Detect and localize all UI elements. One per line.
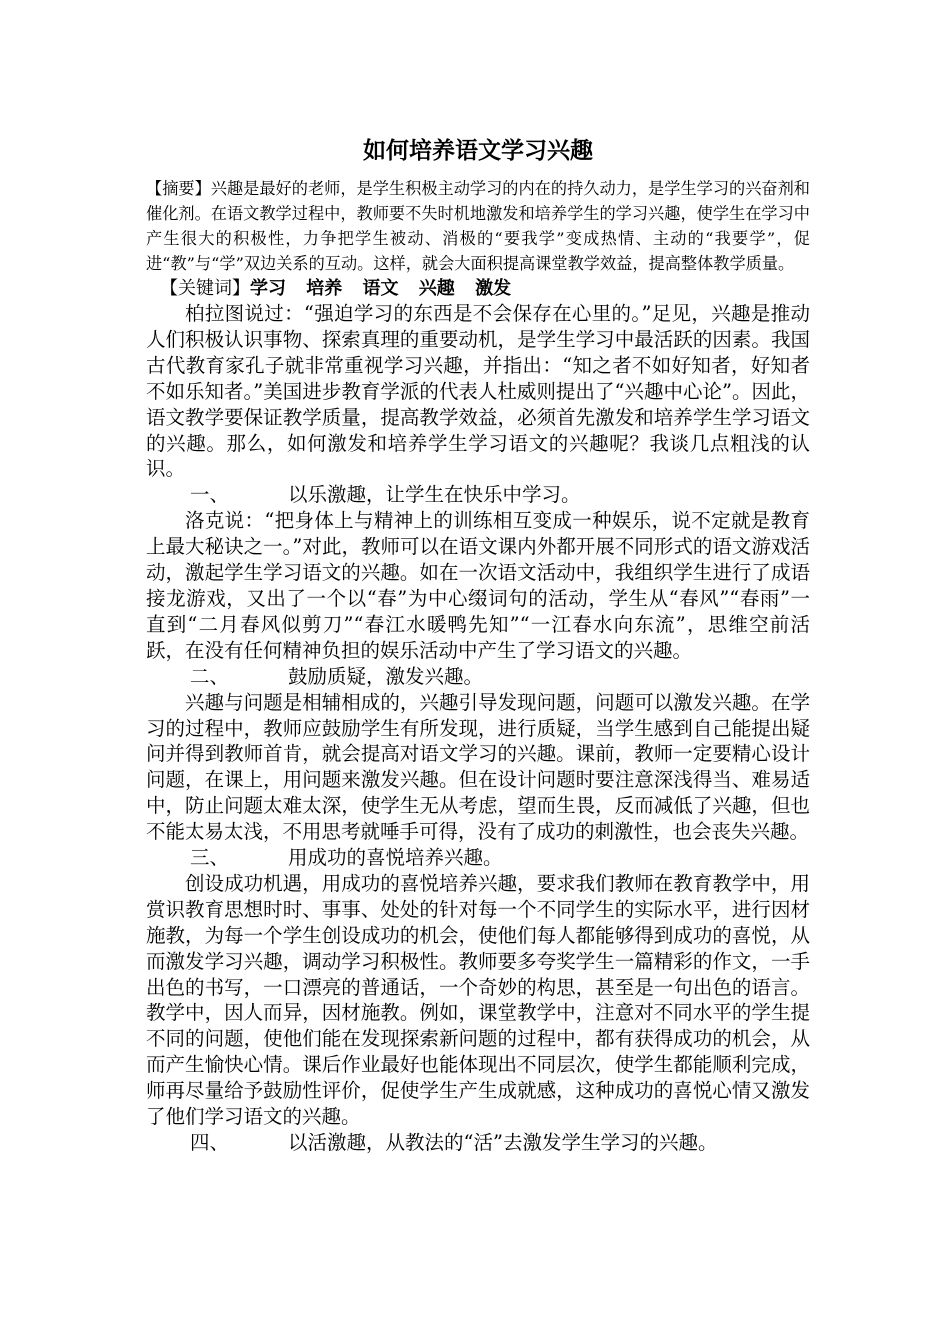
- section-heading-text: 鼓励质疑，激发兴趣。: [288, 664, 484, 688]
- section-heading-1: [146, 482, 810, 508]
- intro-paragraph: 柏拉图说过：“强迫学习的东西是不会保存在心里的。”足见，兴趣是推动人们积极认识事物、探索真理的重要动机，是学生学习中最活跃的因素。我国古代教育家孔子就非常重视学习兴趣，并指出：“知之者不如好知者，好知者不如乐知者。”美国进步教育学派的代表人杜威则提出了“兴趣中心论”。因此，语文教学要保证教学质量，提高教学效益，必须首先激发和培养学生学习语文的兴趣。那么，如何激发和培养学生学习语文的兴趣呢？我谈几点粗浅的认识。: [146, 302, 810, 481]
- section-heading-text: 以活激趣，从教法的“活”去激发学生学习的兴趣。: [288, 1131, 718, 1154]
- section-body-2: 兴趣与问题是相辅相成的，兴趣引导发现问题，问题可以激发兴趣。在学习的过程中，教师应鼓励学生有所发现，进行质疑，当学生感到自己能提出疑问并得到教师首肯，就会提高对语文学习的兴趣。课前，教师一定要精心设计问题，在课上，用问题来激发兴趣。但在设计问题时要注意深浅得当、难易适中，防止问题太难太深，使学生无从考虑，望而生畏，反而减低了兴趣，但也不能太易太浅，不用思考就唾手可得，没有了成功的刺激性，也会丧失兴趣。: [146, 690, 810, 844]
- document-content: [146, 136, 810, 1156]
- section-heading-2: [146, 664, 810, 690]
- keywords-line: [146, 276, 810, 301]
- keywords-list: 学习 培养 语文 兴趣 激发: [250, 278, 512, 299]
- section-number: 三、: [190, 846, 230, 870]
- section-body-1: 洛克说：“把身体上与精神上的训练相互变成一种娱乐，说不定就是教育上最大秘诀之一。”对此，教师可以在语文课内外都开展不同形式的语文游戏活动，激起学生学习语文的兴趣。如在一次语文活动中，我组织学生进行了成语接龙游戏，又出了一个以“春”为中心缀词句的活动，学生从“春风”“春雨”一直到“二月春风似剪刀”“春江水暖鸭先知”“一江春水向东流”，思维空前活跃，在没有任何精神负担的娱乐活动中产生了学习语文的兴趣。: [146, 509, 810, 662]
- abstract-paragraph: 【摘要】兴趣是最好的老师，是学生积极主动学习的内在的持久动力，是学生学习的兴奋剂和催化剂。在语文教学过程中，教师要不失时机地激发和培养学生的学习兴趣，使学生在学习中产生很大的积极性，力争把学生被动、消极的“要我学”变成热情、主动的“我要学”，促进“教”与“学”双边关系的互动。这样，就会大面积提高课堂教学效益，提高整体教学质量。: [146, 179, 810, 273]
- section-heading-text: 以乐激趣，让学生在快乐中学习。: [288, 483, 581, 507]
- section-number: 二、: [190, 664, 230, 688]
- section-heading-3: [146, 845, 810, 871]
- keywords-label: 【关键词】: [160, 278, 250, 299]
- section-heading-text: 用成功的喜悦培养兴趣。: [288, 846, 503, 870]
- document-title: 如何培养语文学习兴趣: [363, 137, 593, 164]
- section-heading-4: [146, 1130, 810, 1156]
- section-number: 一、: [190, 483, 230, 507]
- section-number: 四、: [190, 1131, 230, 1154]
- section-body-3: 创设成功机遇，用成功的喜悦培养兴趣，要求我们教师在教育教学中，用赏识教育思想时时、事事、处处的针对每一个不同学生的实际水平，进行因材施教，为每一个学生创设成功的机会，使他们每人都能够得到成功的喜悦，从而激发学习兴趣，调动学习积极性。教师要多夸奖学生一篇精彩的作文，一手出色的书写，一口漂亮的普通话，一个奇妙的构思，甚至是一句出色的语言。教学中，因人而异，因材施教。例如，课堂教学中，注意对不同水平的学生提不同的问题，使他们能在发现探索新问题的过程中，都有获得成功的机会，从而产生愉快心情。课后作业最好也能体现出不同层次，使学生都能顺利完成，师再尽量给予鼓励性评价，促使学生产生成就感，这种成功的喜悦心情又激发了他们学习语文的兴趣。: [146, 871, 810, 1129]
